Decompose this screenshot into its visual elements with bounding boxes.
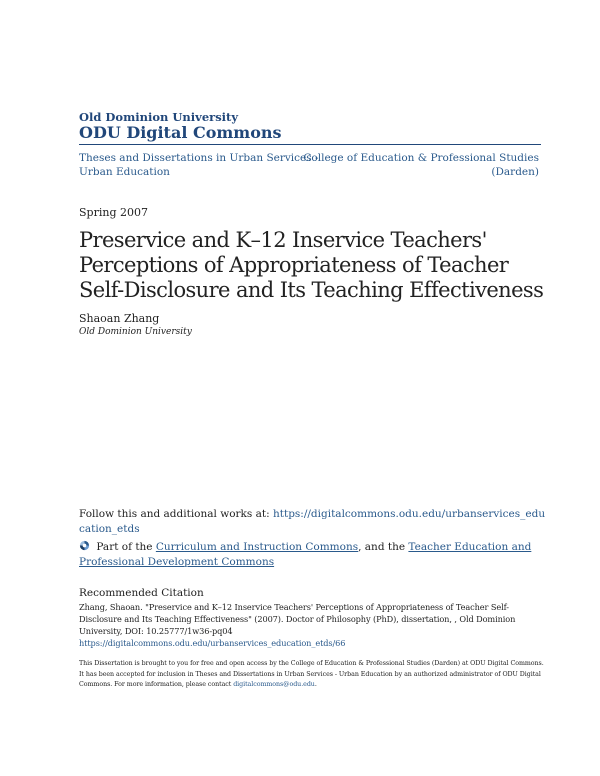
follow-link[interactable]: https://digitalcommons.odu.edu/urbanservices_education_etds xyxy=(79,508,546,535)
contact-email-link[interactable]: digitalcommons@odu.edu xyxy=(233,681,315,688)
part-of-middle: , and the xyxy=(358,541,406,553)
recommended-citation-heading: Recommended Citation xyxy=(79,587,204,599)
collection-link-urban-education[interactable]: Theses and Dissertations in Urban Services - Urban Education xyxy=(79,152,319,178)
footer-end: . xyxy=(314,681,317,688)
collection-link-darden[interactable]: College of Education & Professional Studies (Darden) xyxy=(303,152,539,178)
part-of-section xyxy=(79,540,549,570)
citation-text: Zhang, Shaoan. "Preservice and K–12 Inservice Teachers' Perceptions of Appropriateness of Teacher Self-Disclosure and Its Teaching Effectiveness" (2007). Doctor of Philosophy (PhD), dissertation, , Old Dominion University, DOI: 10.25777/1w36-pq04 xyxy=(79,602,516,636)
follow-text: Follow this and additional works at: xyxy=(79,508,270,520)
recommended-citation-body xyxy=(79,601,541,649)
institution-name: Old Dominion University xyxy=(79,110,239,124)
publication-date: Spring 2007 xyxy=(79,206,148,219)
document-title: Preservice and K–12 Inservice Teachers' Perceptions of Appropriateness of Teacher Self-Disclosure and Its Teaching Effectiveness xyxy=(79,228,544,302)
teacher-education-commons-link[interactable]: Teacher Education and Professional Development Commons xyxy=(79,541,532,568)
citation-link[interactable]: https://digitalcommons.odu.edu/urbanservices_education_etds/66 xyxy=(79,638,346,648)
curriculum-commons-link[interactable]: Curriculum and Instruction Commons xyxy=(155,541,359,553)
footer-text: This Dissertation is brought to you for free and open access by the College of Education & Professional Studies (Darden) at ODU Digital Commons. It has been accepted for inclusion in Theses and Dissertations in Urban Services - Urban Education by an authorized administrator of ODU Digital Commons. For more information, please contact xyxy=(79,660,544,688)
follow-section xyxy=(79,507,549,537)
header-divider xyxy=(79,144,541,145)
part-of-prefix: Part of the xyxy=(96,541,153,553)
network-icon xyxy=(79,540,90,551)
author-name: Shaoan Zhang xyxy=(79,312,160,325)
repository-name[interactable]: ODU Digital Commons xyxy=(79,123,282,142)
author-affiliation: Old Dominion University xyxy=(79,327,192,337)
footer-notice xyxy=(79,659,544,691)
